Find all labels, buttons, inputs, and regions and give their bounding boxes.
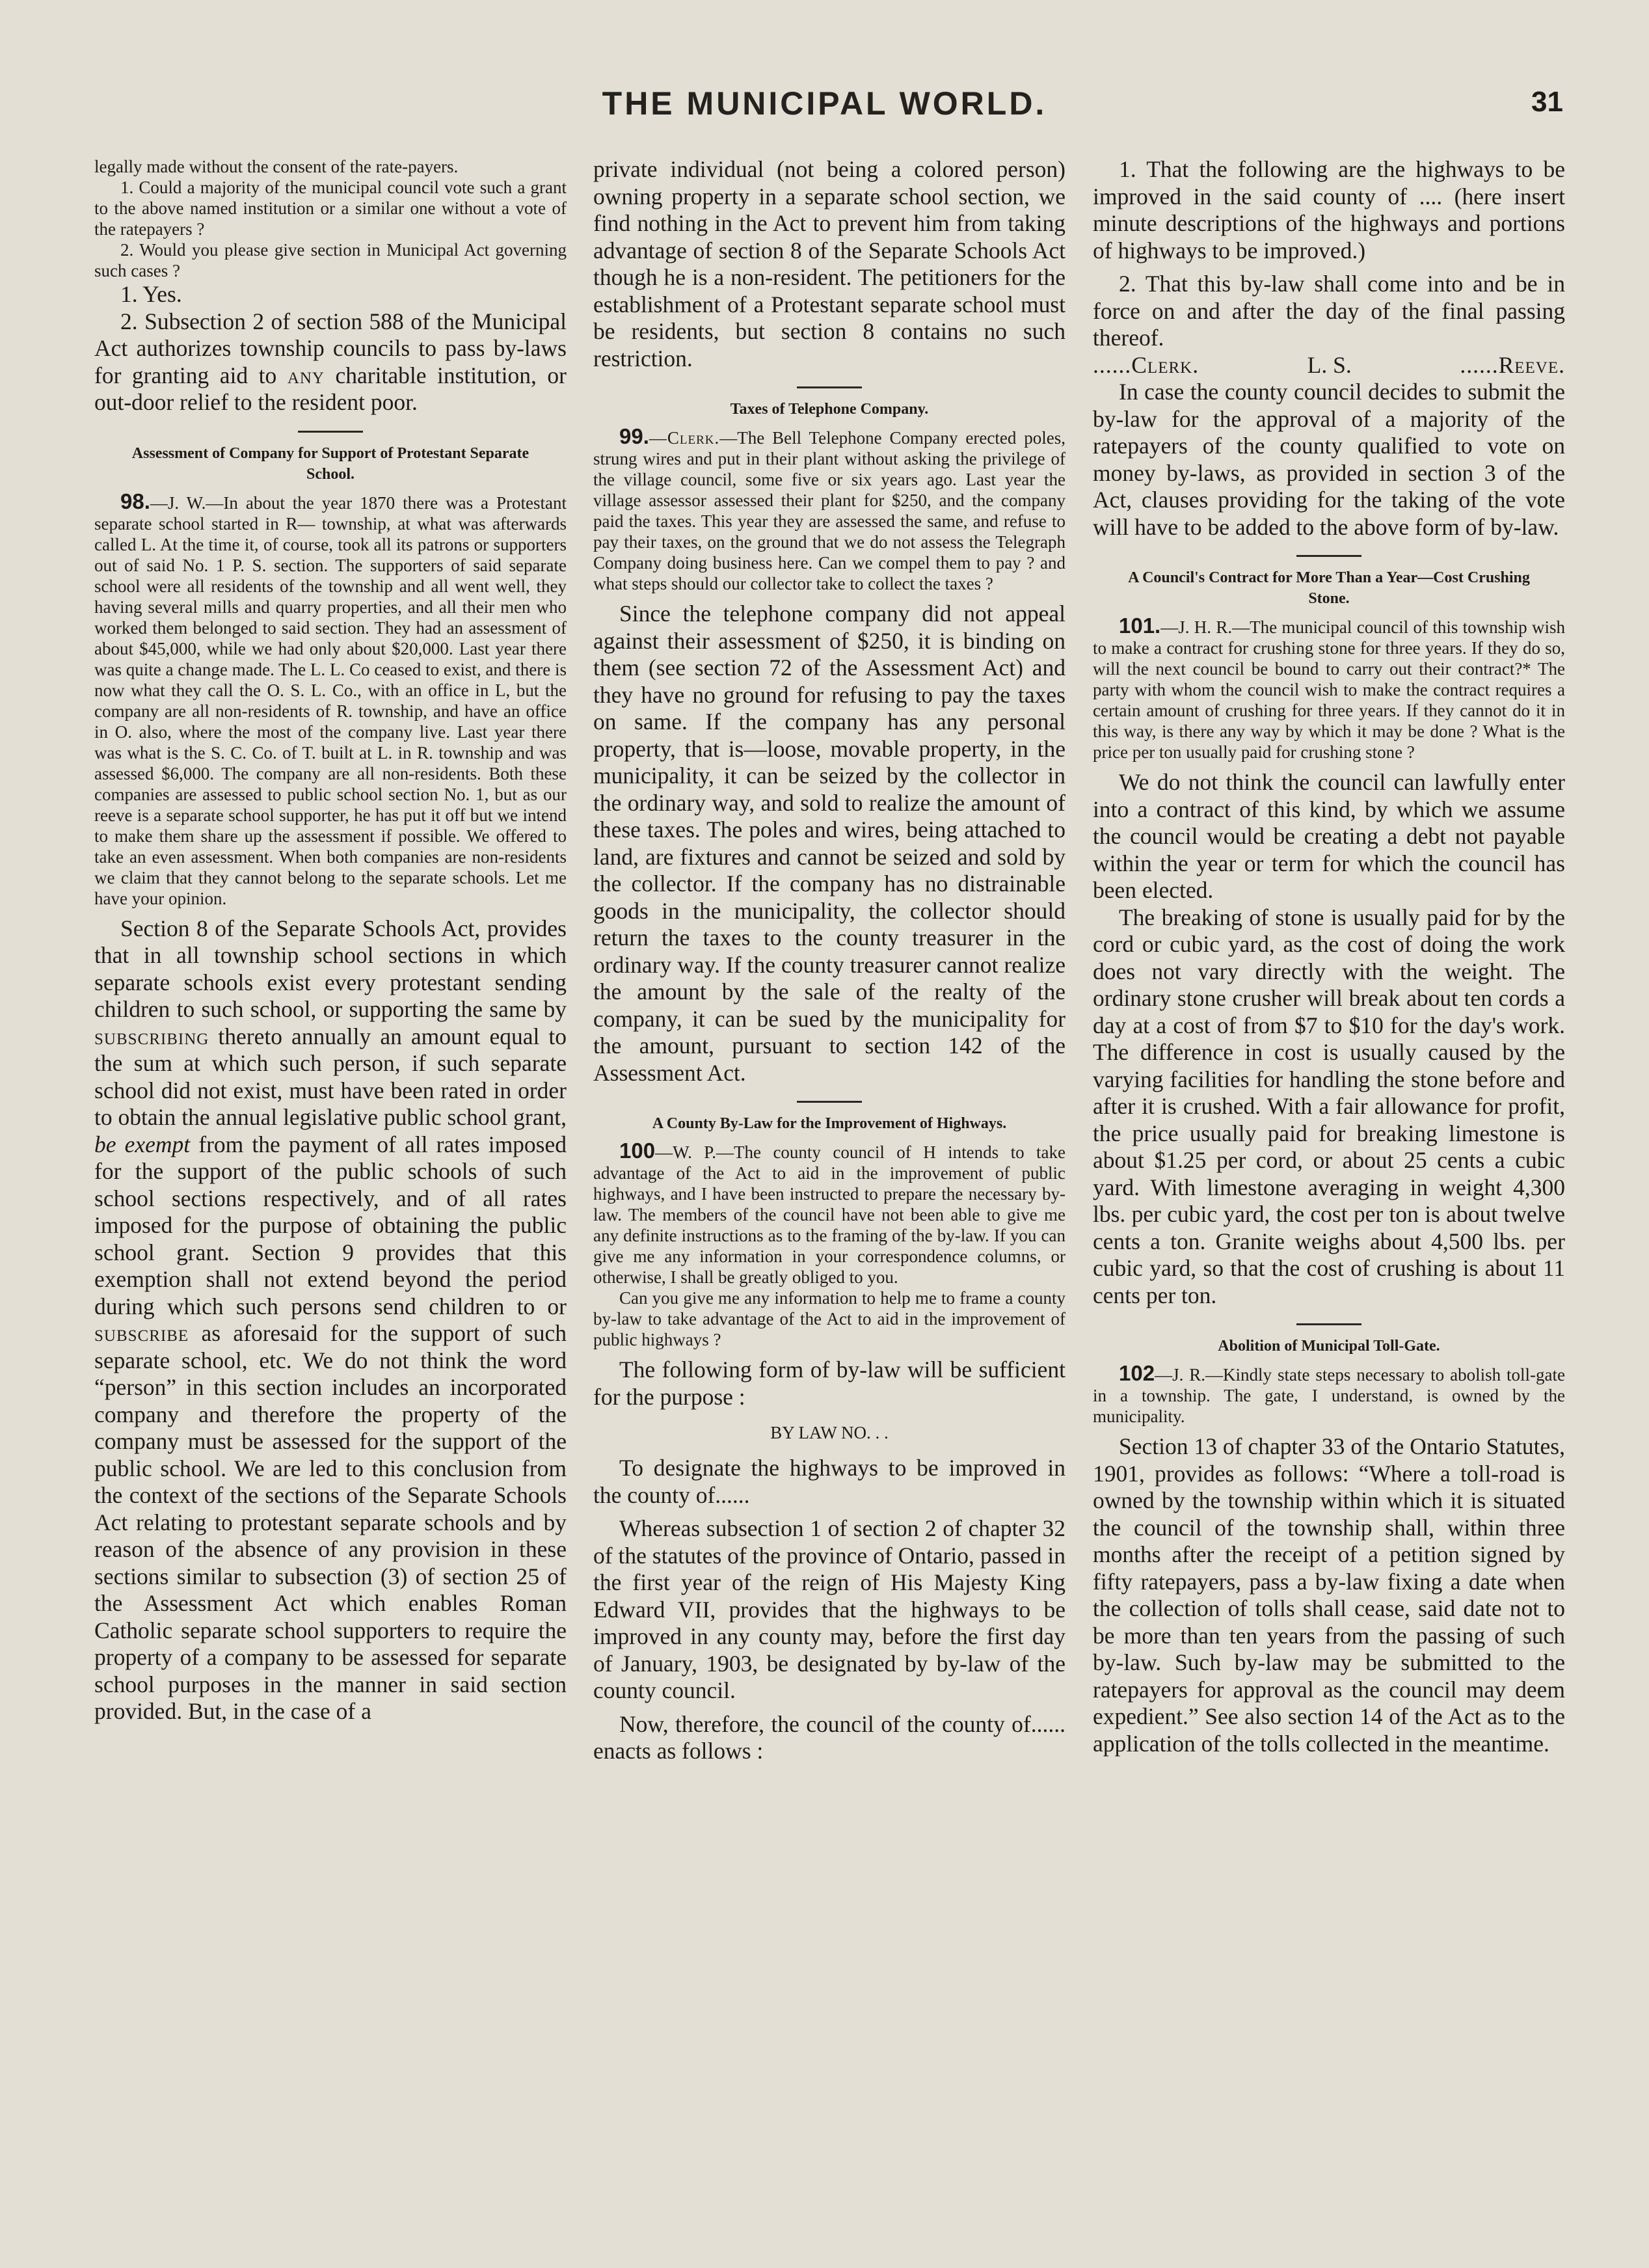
question-102: 102—J. R.—Kindly state steps necessary to abolish toll-gate in a township. The gate, I understand, is owned by the municipality. — [1093, 1361, 1565, 1426]
heading-99: Taxes of Telephone Company. — [730, 401, 929, 418]
answer-97-part-1: 1. Yes. — [120, 281, 182, 307]
section-divider — [797, 386, 862, 388]
signature-clerk: ......Clerk. — [1093, 351, 1200, 378]
question-98: 98.—J. W.—In about the year 1870 there was a Protestant separate school started in R— township, at what was afterwards called L. At the time it, of course, took all its patrons or supporters out of said No. 1 P. S. section. The supporters of said separate school were all residents of the township and all went well, they having several mills and quarry properties, and all their men who worked them belonged to said section. They had an assessment of about $45,000, while we had only about $20,000. Last year there was quite a change made. The L. L. Co ceased to exist, and there is now what they call the O. S. L. Co., with an office in L, but the company are all non-residents of R. township, and have an office in O. also, where the most of the company live. Last year there was what is the S. C. Co. of T. built at L. in R. township and was assessed $6,000. The company are all non-residents. Both these companies are assessed to public school section No. 1, but as our reeve is a separate school supporter, he has put it off but we intend to make them share up the assessment if possible. We offered to take an even assessment. When both companies are non-residents we claim that they cannot belong to the separate schools. Let me have your opinion. — [94, 489, 567, 908]
answer-98-continuation: private individual (not being a colored person) owning property in a separate school section, we find nothing in the Act to prevent him from taking advantage of section 8 of the Separate Schools Act though he is a non-resident. The petitioners for the establishment of a Protestant separate school must be residents, but section 8 contains no such restriction. — [593, 156, 1066, 371]
column-3 — [1093, 156, 1565, 2186]
heading-98: Assessment of Company for Support of Protestant Separate School. — [131, 444, 530, 483]
answer-102: Section 13 of chapter 33 of the Ontario Statutes, 1901, provides as follows: “Where a toll-road is owned by the township within which it is situated the council of the township shall, within three months after the receipt of a petition signed by fifty ratepayers, pass a by-law fixing a date when the collection of tolls shall cease, said date not to be more than ten years from the passing of such by-law. Such by-law may be submitted to the ratepayers for approval as the council may deem expedient.” See also section 14 of the Act as to the application of the tolls collected in the meantime. — [1093, 1433, 1565, 1757]
question-100: 100—W. P.—The county council of H intends to take advantage of the Act to aid in the improvement of public highways, and I have been instructed to prepare the necessary by-law. The members of the council have not been able to give me any definite instructions as to the framing of the by-law. If you can give me any information in your correspondence columns, or otherwise, I shall be greatly obliged to you. — [593, 1139, 1066, 1287]
bylaw-paragraph-1: To designate the highways to be improved in the county of...... — [593, 1455, 1066, 1508]
heading-100: A County By-Law for the Improvement of Highways. — [652, 1115, 1007, 1132]
heading-102: Abolition of Municipal Toll-Gate. — [1218, 1338, 1440, 1355]
page-number: 31 — [1531, 86, 1563, 118]
answer-100-end: In case the county council decides to submit the by-law for the approval of a majority of the ratepayers of the county qualified to vote on money by-laws, as provided in section 3 of the Act, clauses providing for the taking of the vote will have to be added to the above form of by-law. — [1093, 379, 1565, 540]
section-divider — [1296, 555, 1361, 557]
bylaw-item-1: 1. That the following are the highways to be improved in the said county of .... (here insert minute descriptions of the highways and portions of highways to be improved.) — [1093, 156, 1565, 263]
answer-97-part-2: 2. Subsection 2 of section 588 of the Municipal Act authorizes township councils to pass by-laws for granting aid to any charitable institution, or out-door relief to the resident poor. — [94, 308, 567, 415]
answer-101-part-2: The breaking of stone is usually paid for by the cord or cubic yard, as the cost of doing the work does not vary directly with the weight. The ordinary stone crusher will break about ten cords a day at a cost of from $7 to $10 for the day's work. The difference in cost is usually caused by the varying facilities for handling the stone before and after it is crushed. With a fair allowance for profit, the price usually paid for breaking limestone is about $1.25 per cord, or about 25 cents a cubic yard. With limestone averaging in weight 4,300 lbs. per cubic yard, the cost per ton is about twelve cents a ton. Granite weighs about 4,500 lbs. per cubic yard, so that the cost of crushing is about 11 cents per ton. — [1093, 904, 1565, 1308]
bylaw-paragraph-2: Whereas subsection 1 of section 2 of chapter 32 of the statutes of the province of Ontario, passed in the first year of the reign of His Majesty King Edward VII, provides that the highways to be improved in any county may, before the first day of January, 1903, be designated by by-law of the county council. — [593, 1515, 1066, 1703]
bylaw-item-2: 2. That this by-law shall come into and be in force on and after the day of the final passing thereof. — [1093, 271, 1565, 351]
bylaw-paragraph-3: Now, therefore, the council of the county of...... enacts as follows : — [593, 1710, 1066, 1764]
answer-101-part-1: We do not think the council can lawfully enter into a contract of this kind, by which we assume the council would be creating a debt not payable within the year or term for which the council has been elected. — [1093, 769, 1565, 903]
section-divider — [298, 431, 363, 433]
question-97-part-1: 1. Could a majority of the municipal council vote such a grant to the above named institution or a similar one without a vote of the ratepayers ? — [94, 178, 567, 239]
page-header — [0, 77, 1649, 135]
bylaw-signatures — [1093, 352, 1565, 379]
section-divider — [1296, 1323, 1361, 1325]
section-divider — [797, 1101, 862, 1103]
question-101: 101.—J. H. R.—The municipal council of this township wish to make a contract for crushing stone for three years. If they do so, will the next council be bound to carry out their contract?* The party with whom the council wish to make the contract requires a certain amount of crushing for three years. If they cannot do it in this way, is there any way by which it may be done ? What is the price per ton usually paid for crushing stone ? — [1093, 614, 1565, 762]
column-2 — [593, 156, 1066, 2186]
answer-98: Section 8 of the Separate Schools Act, provides that in all township school sections in which separate schools exist every protestant sending children to such school, or supporting the same by subscribing thereto annually an amount equal to the sum at which such person, if such separate school did not exist, must have been rated in order to obtain the annual legislative public school grant, be exempt from the payment of all rates imposed for the support of the public schools of such school sections respectively, and of all rates imposed for the purpose of obtaining the public school grant. Section 9 provides that this exemption shall not extend beyond the period during which such persons send children to or subscribe as aforesaid for the support of such separate school, etc. We do not think the word “person” in this section includes an incorporated company and therefore the property of the company must be assessed for the support of the public school. We are led to this conclusion from the context of the sections of the Separate Schools Act relating to protestant separate schools and by reason of the absence of any provision in these sections similar to subsection (3) of section 25 of the Assessment Act which enables Roman Catholic separate school supporters to require the property of a company to be assessed for separate school purposes in the manner in said section provided. But, in the case of a — [94, 915, 567, 1724]
question-99: 99.—Clerk.—The Bell Telephone Company erected poles, strung wires and put in their plant without asking the privilege of the village council, some five or six years ago. Last year the village assessor assessed their plant for $250, and the company paid the taxes. This year they are assessed the same, and refuse to pay their taxes, on the ground that we do not assess the Telegraph Company doing business here. Can we compel them to pay ? and what steps should our collector take to collect the taxes ? — [593, 424, 1066, 593]
signature-ls: L. S. — [1307, 351, 1352, 378]
question-97-part-2: 2. Would you please give section in Municipal Act governing such cases ? — [94, 240, 567, 280]
answer-100-intro: The following form of by-law will be sufficient for the purpose : — [593, 1357, 1066, 1410]
bylaw-title: BY LAW NO. . . — [770, 1423, 889, 1442]
column-1 — [94, 156, 567, 2186]
question-100-part-2: Can you give me any information to help me to frame a county by-law to take advantage of the Act to aid in the improvement of public highways ? — [593, 1288, 1066, 1349]
answer-99: Since the telephone company did not appeal against their assessment of $250, it is binding on them (see section 72 of the Assessment Act) and they have no ground for refusing to pay the taxes on same. If the company has any personal property, that is—loose, movable property, in the municipality, it can be seized by the collector in the ordinary way, and sold to realize the amount of these taxes. The poles and wires, being attached to land, are fixtures and cannot be seized and sold by the collector. If the company has no distrainable goods in the municipality, the collector should return the taxes to the county treasurer in the ordinary way. If the county treasurer cannot realize the amount by the sale of the realty of the company, it can be sued by the municipality for the amount, pursuant to section 142 of the Assessment Act. — [593, 601, 1066, 1086]
signature-reeve: ......Reeve. — [1460, 351, 1565, 378]
heading-101: A Council's Contract for More Than a Year—Cost Crushing Stone. — [1128, 569, 1530, 607]
page-title: THE MUNICIPAL WORLD. — [602, 85, 1047, 122]
question-97-continuation: legally made without the consent of the rate-payers. — [94, 157, 459, 176]
